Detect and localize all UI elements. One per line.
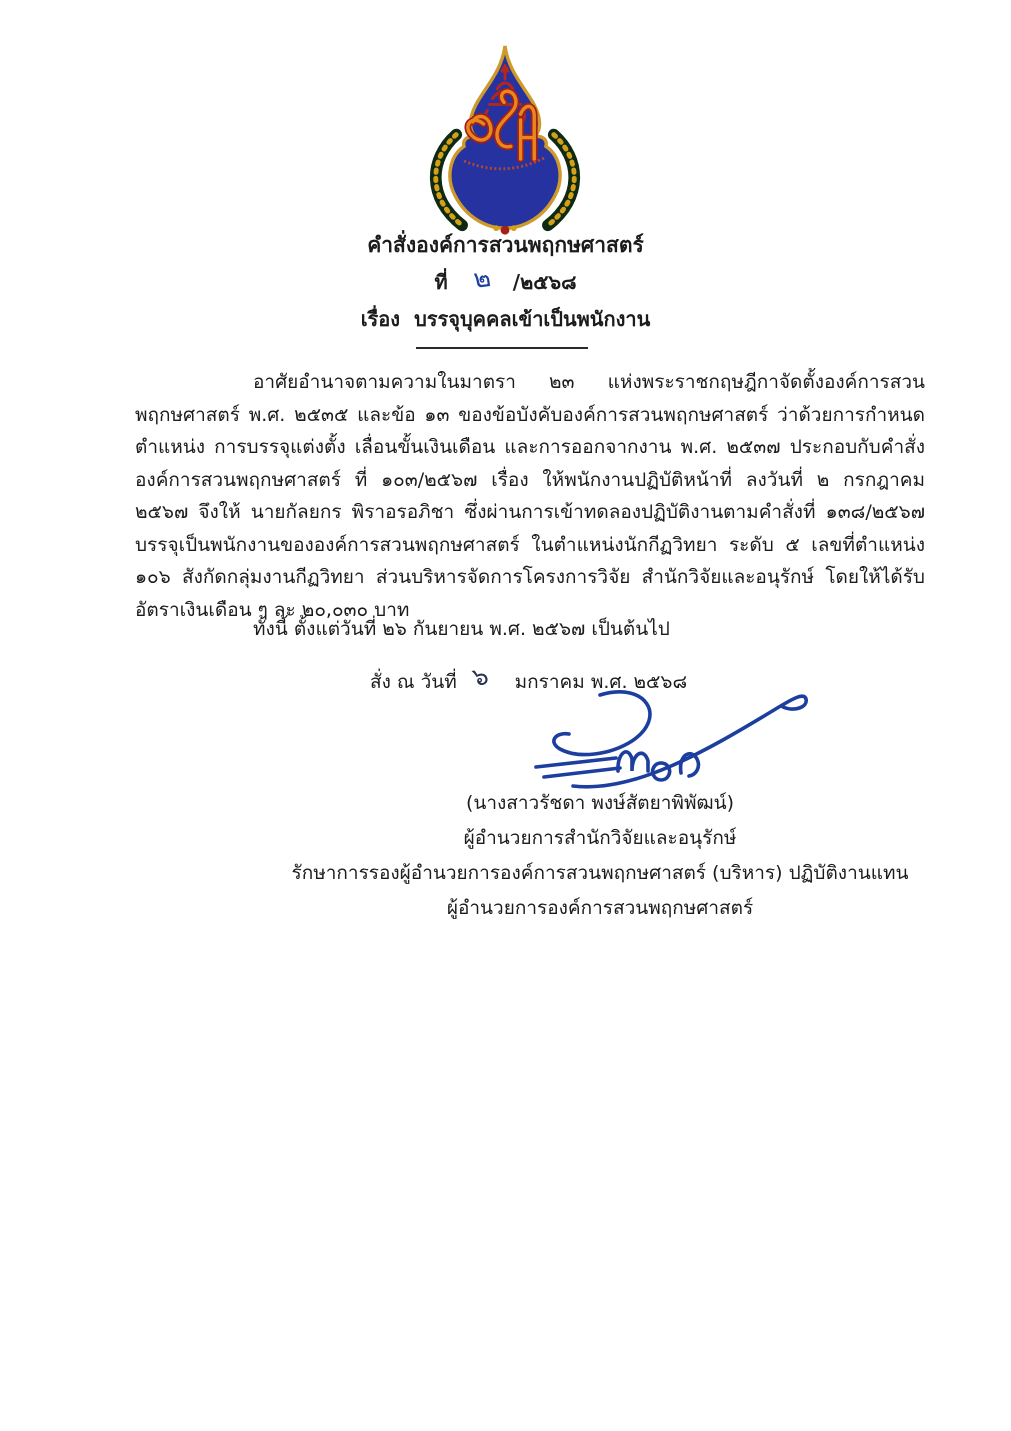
subject-line xyxy=(0,301,1011,337)
subject-text: บรรจุบุคคลเข้าเป็นพนักงาน xyxy=(414,307,651,331)
subject-label: เรื่อง xyxy=(360,307,401,331)
effective-date-line: ทั้งนี้ ตั้งแต่วันที่ ๒๖ กันยายน พ.ศ. ๒๕๖๗ เป็นต้นไป xyxy=(253,618,670,640)
order-date-prefix: สั่ง ณ วันที่ xyxy=(370,671,457,693)
order-date-suffix: มกราคม พ.ศ. ๒๕๖๘ xyxy=(514,671,688,693)
signer-name: (นางสาวรัชดา พงษ์สัตยาพิพัฒน์) xyxy=(465,792,735,814)
title-block xyxy=(0,228,1011,337)
document-number-line xyxy=(0,262,1011,301)
handwritten-order-day: ๖ xyxy=(469,660,491,693)
signer-title-1: ผู้อำนวยการสำนักวิจัยและอนุรักษ์ xyxy=(463,827,737,849)
document-title: คำสั่งองค์การสวนพฤกษศาสตร์ xyxy=(367,233,644,257)
header-divider xyxy=(416,347,588,349)
number-prefix: ที่ xyxy=(434,270,448,294)
number-suffix: /๒๕๖๘ xyxy=(512,270,577,294)
body-paragraph: อาศัยอำนาจตามความในมาตรา ๒๓ แห่งพระราชกฤษฎีกาจัดตั้งองค์การสวนพฤกษศาสตร์ พ.ศ. ๒๕๓๕ และข้อ ๑๓ ของข้อบังคับองค์การสวนพฤกษศาสตร์ ว่าด้วยการกำหนดตำแหน่ง การบรรจุแต่งตั้ง เลื่อนขั้นเงินเดือน และการออกจากงาน พ.ศ. ๒๕๓๗ ประกอบกับคำสั่งองค์การสวนพฤกษศาสตร์ ที่ ๑๐๓/๒๕๖๗ เรื่อง ให้พนักงานปฏิบัติหน้าที่ ลงวันที่ ๒ กรกฎาคม ๒๕๖๗ จึงให้ นายกัลยกร พิราอรอภิชา ซึ่งผ่านการเข้าทดลองปฏิบัติงานตามคำสั่งที่ ๑๓๘/๒๕๖๗ บรรจุเป็นพนักงานขององค์การสวนพฤกษศาสตร์ ในตำแหน่งนักกีฏวิทยา ระดับ ๕ เลขที่ตำแหน่ง ๑๐๖ สังกัดกลุ่มงานกีฏวิทยา ส่วนบริหารจัดการโครงการวิจัย สำนักวิจัยและอนุรักษ์ โดยให้ได้รับอัตราเงินเดือน ๆ ละ ๒๐,๐๓๐ บาท xyxy=(135,371,925,621)
signature-ink xyxy=(518,683,818,798)
organization-emblem-icon xyxy=(425,42,585,237)
signer-block xyxy=(290,786,910,926)
signer-title-2: รักษาการรองผู้อำนวยการองค์การสวนพฤกษศาสตร์ (บริหาร) ปฏิบัติงานแทน xyxy=(291,862,909,884)
signer-title-3: ผู้อำนวยการองค์การสวนพฤกษศาสตร์ xyxy=(446,897,754,919)
handwritten-order-number: ๒ xyxy=(471,262,493,296)
